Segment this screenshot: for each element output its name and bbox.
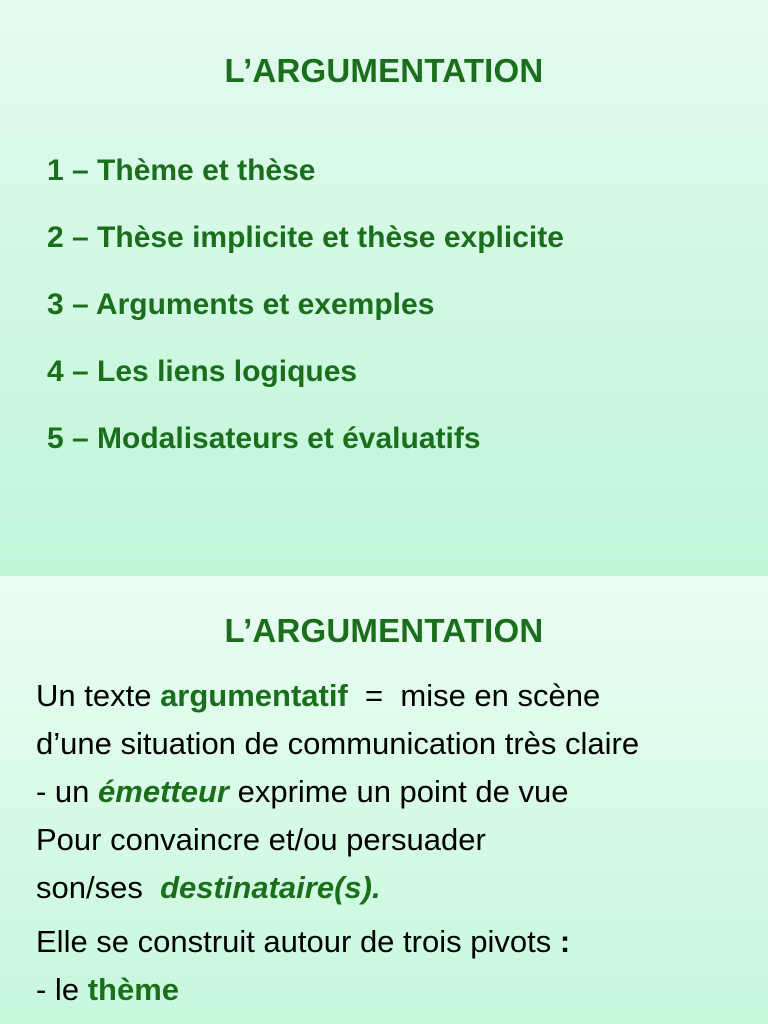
body-line-6 (36, 918, 639, 966)
toc-item-5: 5 – Modalisateurs et évaluatifs (47, 422, 481, 455)
keyword-theme: thème (87, 972, 179, 1007)
slide-2 (0, 576, 768, 1024)
keyword-argumentatif: argumentatif (160, 678, 348, 713)
body-line-2: d’une situation de communication très claire (36, 726, 640, 761)
table-of-contents (47, 148, 564, 483)
keyword-destinataires: destinataire(s). (160, 870, 381, 905)
body-line-5 (36, 864, 639, 912)
toc-item-1: 1 – Thème et thèse (47, 154, 316, 187)
body-line-6-colon: : (559, 924, 571, 959)
body-line-7 (36, 966, 639, 1014)
slide-1-title: L’ARGUMENTATION (224, 52, 544, 89)
body-line-3 (36, 768, 639, 816)
slide-2-title: L’ARGUMENTATION (224, 612, 544, 649)
body-line-7-pre: - le (36, 972, 88, 1007)
body-line-4: Pour convaincre et/ou persuader (36, 822, 486, 857)
body-line-5-pre: son/ses (36, 870, 161, 905)
toc-item-3: 3 – Arguments et exemples (47, 288, 435, 321)
body-line-3-post: exprime un point de vue (228, 774, 569, 809)
toc-item-2: 2 – Thèse implicite et thèse explicite (47, 221, 564, 254)
body-line-3-pre: - un (36, 774, 99, 809)
slide-2-body (36, 672, 639, 1014)
body-line-1-pre: Un texte (36, 678, 161, 713)
body-line-6-pre: Elle se construit autour de trois pivots (36, 924, 560, 959)
toc-item-4: 4 – Les liens logiques (47, 355, 358, 388)
keyword-emetteur: émetteur (98, 774, 229, 809)
body-line-1-post: = mise en scène (347, 678, 601, 713)
body-line-1 (36, 672, 639, 720)
